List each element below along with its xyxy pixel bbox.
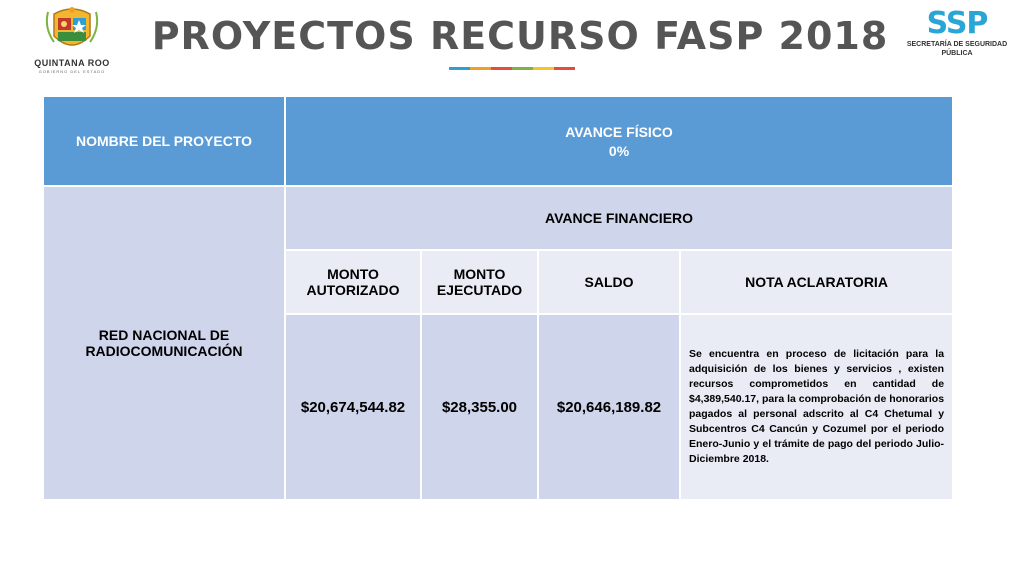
avance-financiero-header: AVANCE FINANCIERO	[285, 186, 953, 250]
title-underline	[449, 67, 575, 70]
ssp-logo-line2: PÚBLICA	[941, 50, 973, 57]
saldo-value: $20,646,189.82	[538, 314, 680, 500]
avance-fisico-value: 0%	[608, 142, 630, 159]
underline-segment	[449, 67, 470, 70]
table-row	[43, 186, 953, 250]
logo-left-subtext: GOBIERNO DEL ESTADO	[38, 69, 106, 74]
avance-fisico-label: AVANCE FÍSICO	[565, 123, 673, 140]
ssp-logo-mark: SSP	[926, 6, 988, 41]
header-nombre-proyecto	[43, 96, 285, 186]
project-name-cell	[43, 186, 285, 500]
col-nota-aclaratoria: NOTA ACLARATORIA	[680, 250, 953, 314]
project-name: RED NACIONAL DE RADIOCOMUNICACIÓN	[85, 327, 243, 359]
page-title: PROYECTOS RECURSO FASP 2018	[151, 14, 889, 58]
col-monto-ejecutado: MONTO EJECUTADO	[421, 250, 538, 314]
monto-autorizado-value: $20,674,544.82	[285, 314, 421, 500]
underline-segment	[470, 67, 491, 70]
header-avance-fisico	[285, 96, 953, 186]
col-saldo: SALDO	[538, 250, 680, 314]
logo-left-text: QUINTANA ROO	[34, 58, 110, 68]
projects-table	[42, 95, 954, 501]
coat-of-arms-icon	[30, 6, 114, 58]
underline-segment	[554, 67, 575, 70]
col-monto-autorizado: MONTO AUTORIZADO	[285, 250, 421, 314]
quintana-roo-logo	[30, 6, 114, 76]
underline-segment	[491, 67, 512, 70]
underline-segment	[512, 67, 533, 70]
ssp-logo-line1: SECRETARÍA DE SEGURIDAD	[906, 41, 1008, 48]
ssp-logo	[902, 8, 1012, 68]
nota-aclaratoria-text: Se encuentra en proceso de licitación para la adquisición de los bienes y servicios , existen recursos comprometidos en cantidad de $4,389,540.17, para la comprobación de honorarios pagados al personal adscrito al C4 Chetumal y Subcentros C4 Cancún y Cozumel por el periodo Enero-Junio y el trámite de pago del periodo Julio-Diciembre 2018.	[680, 314, 953, 500]
table-header-row	[43, 96, 953, 186]
monto-ejecutado-value: $28,355.00	[421, 314, 538, 500]
header-nombre-label: NOMBRE DEL PROYECTO	[75, 133, 253, 149]
underline-segment	[533, 67, 554, 70]
